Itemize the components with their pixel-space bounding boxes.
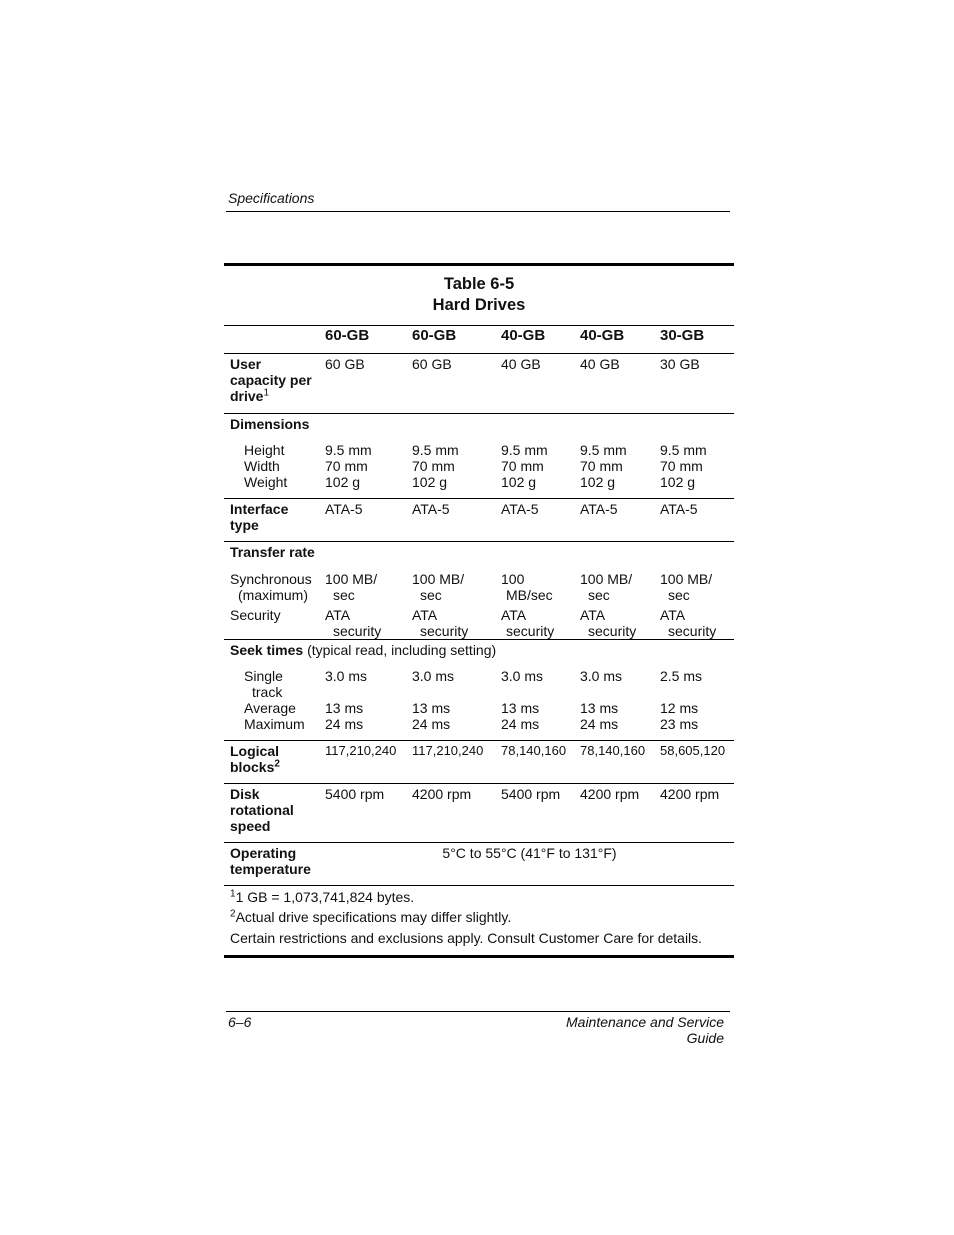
column-header: 40-GB [574, 326, 654, 354]
running-header: Specifications [228, 190, 315, 206]
cell: 3.0 ms [501, 668, 544, 684]
cell: 3.0 ms [412, 668, 455, 684]
row-seek-average [224, 700, 734, 716]
row-rotational-speed [224, 784, 734, 843]
header-rule [226, 211, 730, 212]
section-label: Transfer rate [224, 542, 734, 572]
row-sublabel: Maximum [244, 716, 305, 732]
row-label: Interface type [224, 499, 319, 542]
cell: ATA security [325, 607, 382, 639]
cell: 58,605,120 [654, 741, 734, 784]
row-label: Disk rotational speed [224, 784, 319, 843]
footer-rule [226, 1011, 730, 1012]
cell: 5400 rpm [495, 784, 574, 843]
cell: 3.0 ms [325, 668, 368, 684]
cell: ATA security [412, 607, 469, 639]
table-bottom-rule [224, 955, 734, 958]
row-user-capacity [224, 354, 734, 414]
row-seek-maximum [224, 716, 734, 741]
dimension-labels: Height Width Weight [244, 442, 288, 490]
row-sublabel: Average [244, 700, 296, 716]
footnotes [224, 886, 734, 955]
row-seek-heading [224, 640, 734, 669]
cell: ATA-5 [654, 499, 734, 542]
cell: 100 MB/ sec [580, 571, 633, 603]
cell: ATA security [501, 607, 555, 639]
column-header-row [224, 326, 734, 354]
row-label: Logical blocks$^2$ [224, 741, 319, 784]
row-seek-single [224, 668, 734, 700]
header-blank [224, 326, 319, 354]
row-transfer-sync [224, 571, 734, 607]
cell: 9.5 mm 70 mm 102 g [325, 442, 372, 490]
cell: 60 GB [412, 356, 452, 372]
cell: 100 MB/ sec [412, 571, 465, 603]
footnote-3: Certain restrictions and exclusions apply. Consult Customer Care for details. [230, 930, 703, 946]
cell: 60 GB [325, 356, 365, 372]
cell: 78,140,160 [574, 741, 654, 784]
cell: 100 MB/sec [501, 571, 553, 603]
cell: ATA security [660, 607, 717, 639]
cell: ATA-5 [406, 499, 495, 542]
cell: 9.5 mm 70 mm 102 g [412, 442, 459, 490]
cell: 4200 rpm [406, 784, 495, 843]
cell: 100 MB/ sec [660, 571, 713, 603]
cell: 24 ms [580, 716, 619, 732]
cell: 24 ms [501, 716, 540, 732]
cell: 5°C to 55°C (41°F to 131°F) [319, 843, 734, 886]
row-operating-temperature [224, 843, 734, 886]
cell: 4200 rpm [574, 784, 654, 843]
row-dimensions-heading [224, 414, 734, 443]
cell: 40 GB [501, 356, 541, 372]
cell: 24 ms [325, 716, 364, 732]
column-header: 60-GB [406, 326, 495, 354]
footnote-ref: 1 [263, 387, 270, 399]
column-header: 40-GB [495, 326, 574, 354]
table-number: Table 6-5 [443, 275, 515, 293]
cell: 9.5 mm 70 mm 102 g [580, 442, 627, 490]
cell: 78,140,160 [495, 741, 574, 784]
footer-title: Maintenance and Service Guide [566, 1014, 724, 1046]
cell: 2.5 ms [660, 668, 703, 684]
column-header: 30-GB [654, 326, 734, 354]
row-label: Operating temperature [224, 843, 319, 886]
cell: 117,210,240 [406, 741, 495, 784]
row-interface [224, 499, 734, 542]
row-sublabel: Security [230, 607, 281, 623]
row-label: User capacity per drive$^1$ [230, 356, 312, 404]
row-sublabel: Single track [244, 668, 283, 700]
cell: 100 MB/ sec [325, 571, 378, 603]
hard-drives-table [224, 263, 734, 958]
cell: 23 ms [660, 716, 699, 732]
cell: 5400 rpm [319, 784, 406, 843]
cell: ATA security [580, 607, 637, 639]
cell: 117,210,240 [319, 741, 406, 784]
row-sublabel: Synchronous (maximum) [230, 571, 312, 603]
spec-table [224, 326, 734, 886]
cell: 13 ms [325, 700, 364, 716]
cell: 4200 rpm [654, 784, 734, 843]
cell: 40 GB [580, 356, 620, 372]
cell: 12 ms [660, 700, 699, 716]
cell: ATA-5 [319, 499, 406, 542]
cell: 3.0 ms [580, 668, 623, 684]
cell: 9.5 mm 70 mm 102 g [501, 442, 548, 490]
section-label: Seek times (typical read, including setting) [224, 640, 734, 669]
row-transfer-security [224, 607, 734, 640]
footnote-2: $^2$Actual drive specifications may differ slightly. [230, 908, 512, 925]
table-caption [224, 266, 734, 325]
page-number: 6–6 [228, 1014, 252, 1030]
cell: 13 ms [501, 700, 540, 716]
table-title: Hard Drives [432, 296, 526, 314]
cell: 30 GB [660, 356, 700, 372]
cell: ATA-5 [574, 499, 654, 542]
footnote-ref: 2 [274, 758, 280, 770]
cell: ATA-5 [495, 499, 574, 542]
column-header: 60-GB [319, 326, 406, 354]
row-dimensions [224, 442, 734, 499]
cell: 13 ms [580, 700, 619, 716]
cell: 13 ms [412, 700, 451, 716]
section-label: Dimensions [224, 414, 734, 443]
row-transfer-heading [224, 542, 734, 572]
footnote-1: $^1$1 GB = 1,073,741,824 bytes. [230, 888, 415, 905]
cell: 9.5 mm 70 mm 102 g [660, 442, 707, 490]
cell: 24 ms [412, 716, 451, 732]
row-logical-blocks [224, 741, 734, 784]
